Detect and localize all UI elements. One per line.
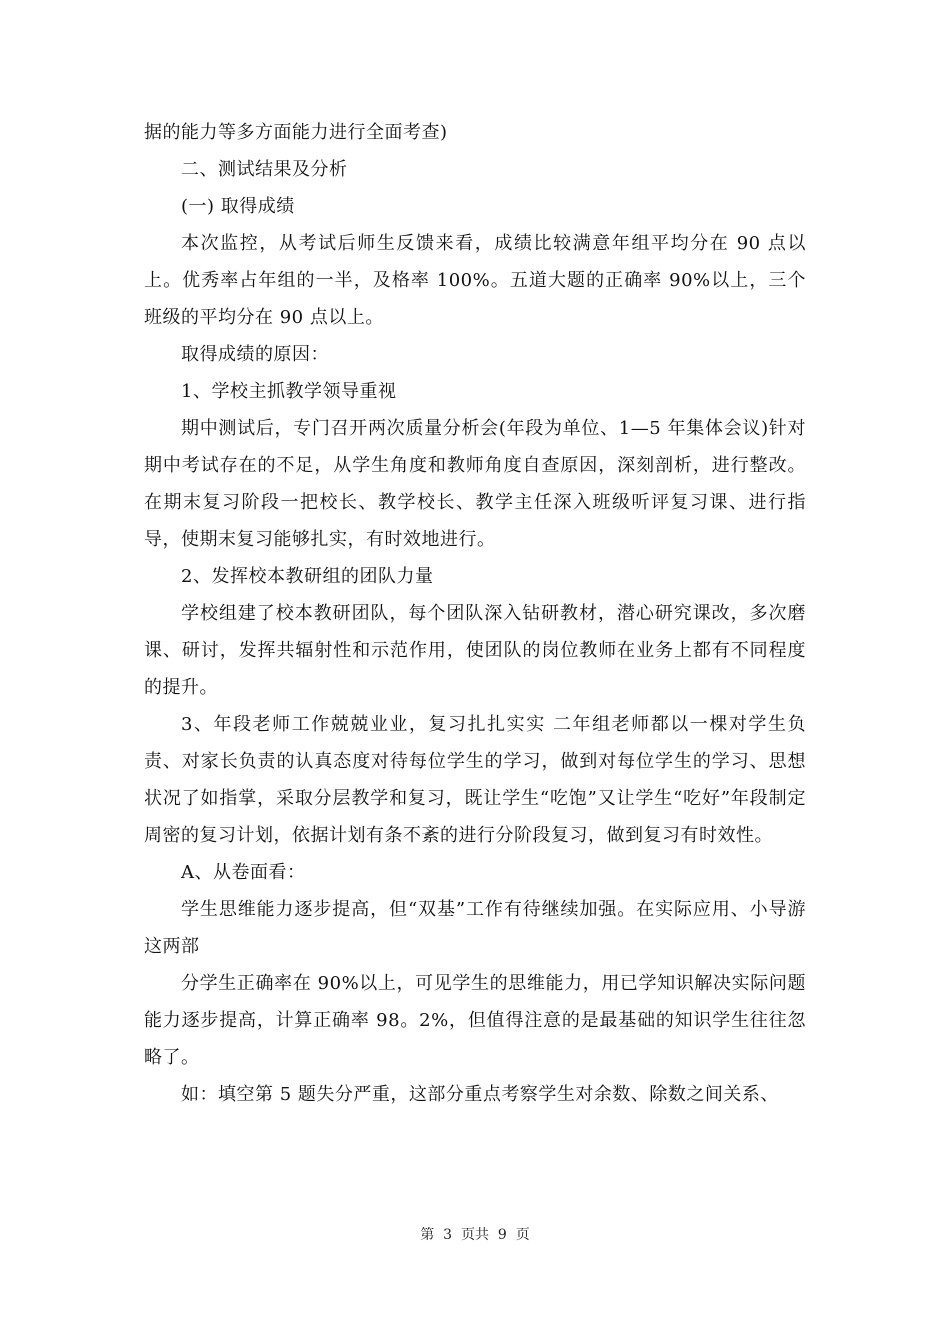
document-body xyxy=(144,114,806,1113)
paragraph: 本次监控，从考试后师生反馈来看，成绩比较满意年组平均分在 90 点以上。优秀率占年组的一半，及格率 100%。五道大题的正确率 90%以上，三个班级的平均分在 90 点以上。 xyxy=(144,233,806,328)
list-item-heading: 2、发挥校本教研组的团队力量 xyxy=(181,566,434,587)
paragraph-heading: 取得成绩的原因： xyxy=(181,344,329,365)
paragraph: 学生思维能力逐步提高，但“双基”工作有待继续加强。在实际应用、小导游这两部 xyxy=(144,899,806,957)
paragraph: 据的能力等多方面能力进行全面考查) xyxy=(144,122,448,143)
paragraph: 分学生正确率在 90%以上，可见学生的思维能力，用已学知识解决实际问题能力逐步提高，计算正确率 98。2%，但值得注意的是最基础的知识学生往往忽略了。 xyxy=(144,973,806,1068)
page-footer xyxy=(0,1224,950,1244)
subsection-heading: (一) 取得成绩 xyxy=(181,196,295,217)
section-heading: 二、测试结果及分析 xyxy=(181,159,348,180)
paragraph: 学校组建了校本教研团队，每个团队深入钻研教材，潜心研究课改，多次磨课、研讨，发挥共辐射性和示范作用，使团队的岗位教师在业务上都有不同程度的提升。 xyxy=(144,603,806,698)
paragraph: 3、年段老师工作兢兢业业，复习扎扎实实 二年组老师都以一棵对学生负责、对家长负责的认真态度对待每位学生的学习，做到对每位学生的学习、思想状况了如指掌，采取分层教学和复习，既让学生“吃饱”又让学生“吃好”年段制定周密的复习计划，依据计划有条不紊的进行分阶段复习，做到复习有时效性。 xyxy=(144,714,806,846)
list-item-heading: 1、学校主抓教学领导重视 xyxy=(181,381,397,402)
paragraph-heading: A、从卷面看： xyxy=(181,862,306,883)
page-number: 第 3 页共 9 页 xyxy=(420,1227,530,1243)
paragraph: 如：填空第 5 题失分严重，这部分重点考察学生对余数、除数之间关系、 xyxy=(181,1084,779,1105)
paragraph: 期中测试后，专门召开两次质量分析会(年段为单位、1—5 年集体会议)针对期中考试存在的不足，从学生角度和教师角度自查原因，深刻剖析，进行整改。在期末复习阶段一把校长、教学校长、教学主任深入班级听评复习课、进行指导，使期末复习能够扎实，有时效地进行。 xyxy=(144,418,806,550)
